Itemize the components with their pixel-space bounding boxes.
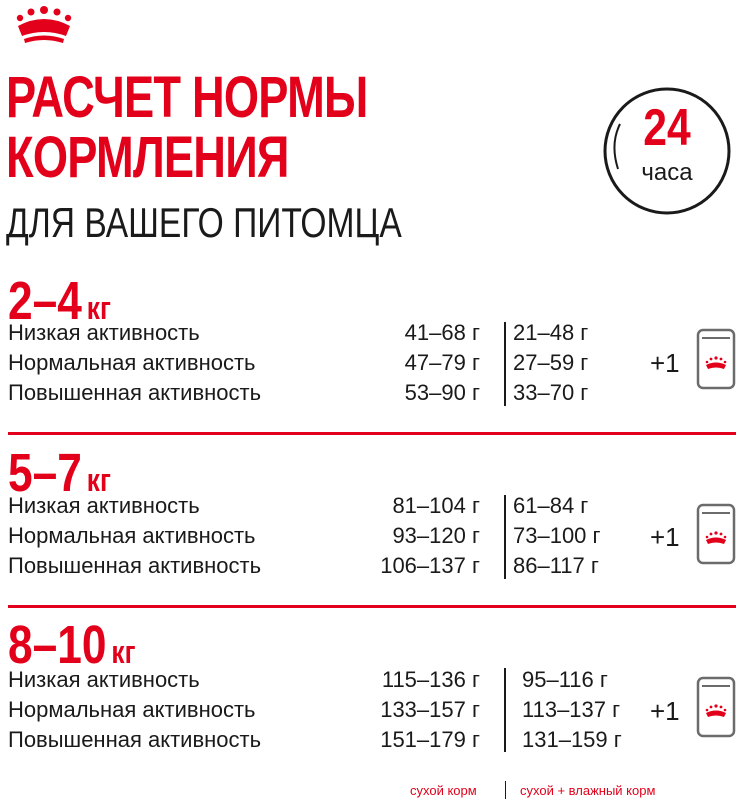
wet-food-pouch-icon bbox=[696, 503, 736, 565]
activity-label: Повышенная активность bbox=[8, 380, 262, 405]
table-row bbox=[8, 695, 738, 725]
mixed-food-amount: 113–137 г bbox=[522, 697, 621, 722]
dry-food-amount: 53–90 г bbox=[404, 380, 480, 405]
section-divider bbox=[8, 605, 736, 608]
activity-label: Повышенная активность bbox=[8, 553, 262, 578]
activity-label: Низкая активность bbox=[8, 667, 200, 692]
weight-unit: кг bbox=[111, 634, 136, 670]
weight-range: 2–4 bbox=[8, 271, 82, 331]
mixed-food-amount: 95–116 г bbox=[522, 667, 608, 692]
plus-pouch-count: +1 bbox=[650, 696, 680, 726]
column-divider bbox=[504, 668, 506, 752]
mixed-food-amount: 27–59 г bbox=[513, 350, 589, 375]
column-divider bbox=[504, 495, 506, 579]
dry-food-amount: 81–104 г bbox=[392, 493, 480, 518]
column-divider bbox=[504, 322, 506, 406]
legend-dry-food: сухой корм bbox=[410, 783, 477, 798]
page-subtitle: ДЛЯ ВАШЕГО ПИТОМЦА bbox=[6, 199, 402, 246]
table-row bbox=[8, 378, 738, 408]
page-title-line-2: КОРМЛЕНИЯ bbox=[6, 125, 289, 190]
activity-label: Нормальная активность bbox=[8, 523, 256, 548]
badge-unit: часа bbox=[641, 159, 693, 186]
mixed-food-amount: 21–48 г bbox=[513, 320, 589, 345]
weight-unit: кг bbox=[86, 290, 111, 326]
table-row bbox=[8, 318, 738, 348]
mixed-food-amount: 73–100 г bbox=[513, 523, 601, 548]
legend-mixed-food: сухой + влажный корм bbox=[520, 783, 656, 798]
wet-food-pouch-icon bbox=[696, 676, 736, 738]
weight-range: 5–7 bbox=[8, 443, 82, 503]
dry-food-amount: 151–179 г bbox=[380, 727, 480, 752]
activity-label: Повышенная активность bbox=[8, 727, 262, 752]
table-row bbox=[8, 521, 738, 551]
activity-label: Нормальная активность bbox=[8, 697, 256, 722]
dry-food-amount: 115–136 г bbox=[381, 667, 480, 692]
page-title-line-1: РАСЧЕТ НОРМЫ bbox=[6, 65, 368, 130]
wet-food-pouch-icon bbox=[696, 328, 736, 390]
table-row bbox=[8, 725, 738, 755]
dry-food-amount: 93–120 г bbox=[392, 523, 480, 548]
daily-badge bbox=[600, 84, 734, 218]
weight-unit: кг bbox=[86, 462, 111, 498]
dry-food-amount: 106–137 г bbox=[380, 553, 480, 578]
table-row bbox=[8, 348, 738, 378]
dry-food-amount: 133–157 г bbox=[380, 697, 480, 722]
badge-number: 24 bbox=[643, 99, 691, 157]
legend-divider bbox=[505, 781, 506, 799]
mixed-food-amount: 131–159 г bbox=[522, 727, 622, 752]
weight-range: 8–10 bbox=[8, 615, 107, 675]
activity-label: Нормальная активность bbox=[8, 350, 256, 375]
activity-label: Низкая активность bbox=[8, 320, 200, 345]
dry-food-amount: 47–79 г bbox=[404, 350, 480, 375]
table-row bbox=[8, 491, 738, 521]
plus-pouch-count: +1 bbox=[650, 348, 680, 378]
table-row bbox=[8, 551, 738, 581]
mixed-food-amount: 61–84 г bbox=[513, 493, 589, 518]
royal-crown-icon bbox=[12, 4, 76, 46]
mixed-food-amount: 33–70 г bbox=[513, 380, 589, 405]
weight-heading-3 bbox=[8, 615, 136, 675]
activity-label: Низкая активность bbox=[8, 493, 200, 518]
table-row bbox=[8, 665, 738, 695]
plus-pouch-count: +1 bbox=[650, 522, 680, 552]
mixed-food-amount: 86–117 г bbox=[513, 553, 599, 578]
dry-food-amount: 41–68 г bbox=[404, 320, 480, 345]
section-divider bbox=[8, 432, 736, 435]
